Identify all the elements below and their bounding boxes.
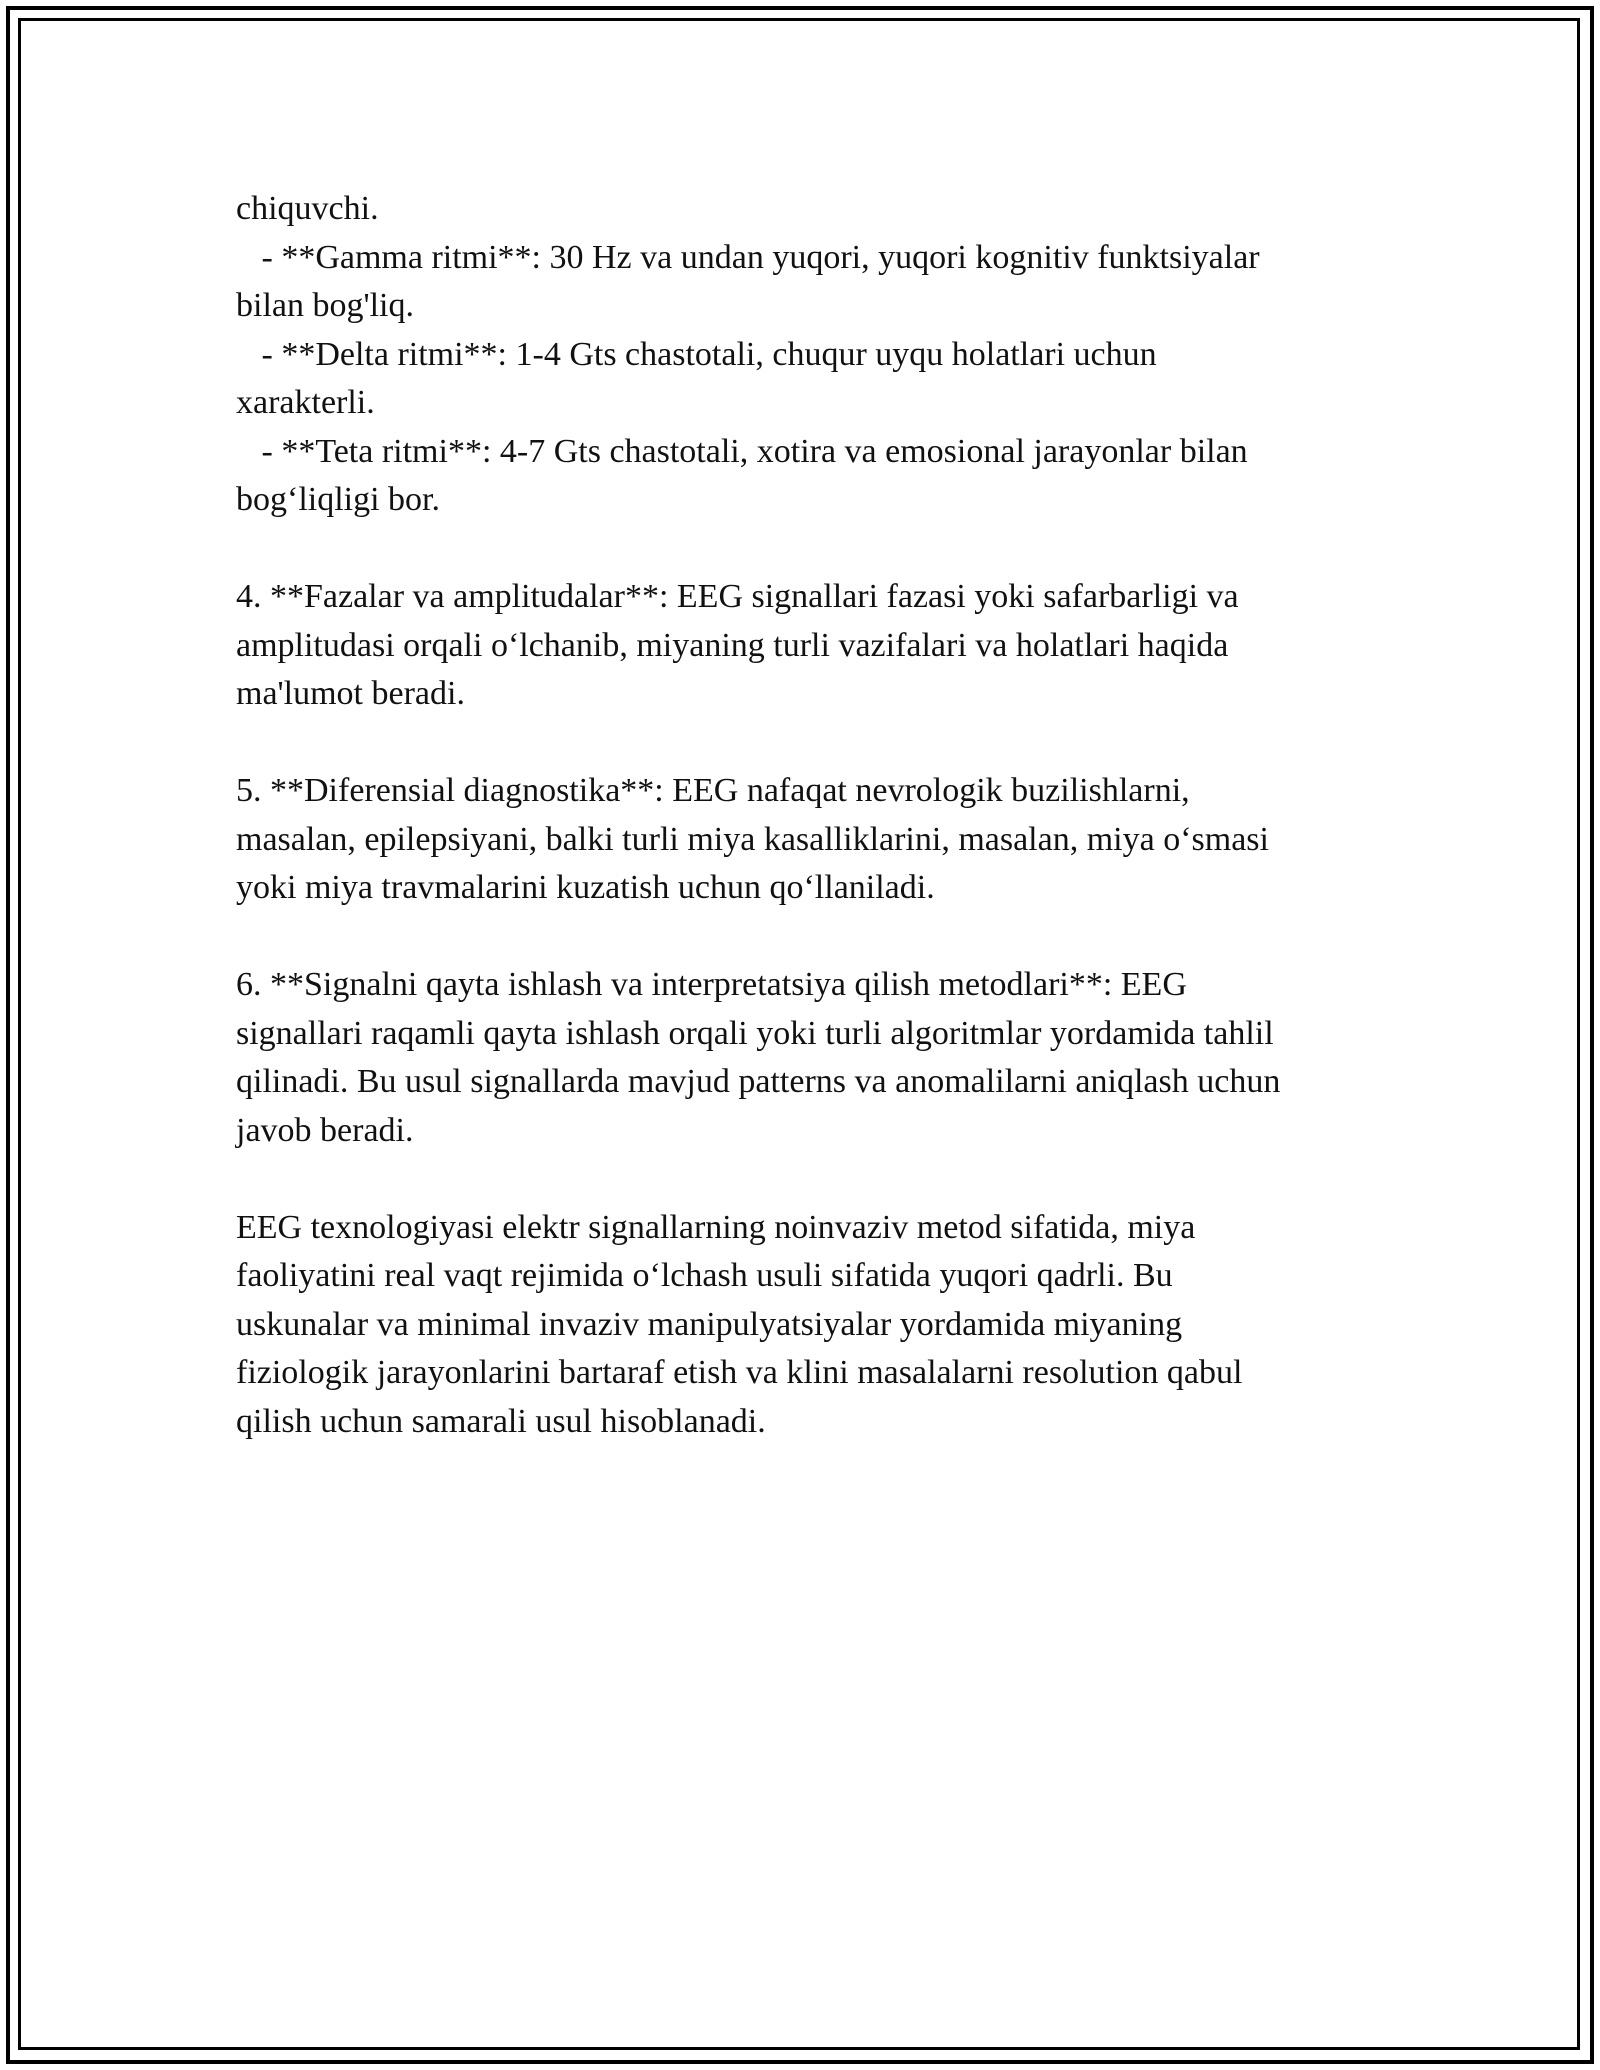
text-line: qilinadi. Bu usul signallarda mavjud patterns va anomalilarni aniqlash uchun: [236, 1063, 1281, 1100]
paragraph-gap: [236, 1155, 1396, 1204]
paragraph-gap: [236, 913, 1396, 962]
text-line: EEG texnologiyasi elektr signallarning noinvaziv metod sifatida, miya: [236, 1208, 1196, 1246]
teta-rhythm-item: [236, 428, 1396, 525]
text-line: ma'lumot beradi.: [236, 675, 465, 712]
text-line: - **Teta ritmi**: 4-7 Gts chastotali, xotira va emosional jarayonlar bilan: [236, 432, 1248, 470]
text-line: amplitudasi orqali o‘lchanib, miyaning turli vazifalari va holatlari haqida: [236, 626, 1229, 664]
text-line: javob beradi.: [236, 1111, 414, 1149]
text-line: 5. **Diferensial diagnostika**: EEG nafaqat nevrologik buzilishlarni,: [236, 772, 1190, 809]
text-line: masalan, epilepsiyani, balki turli miya kasalliklarini, masalan, miya o‘smasi: [236, 820, 1269, 858]
list-item-5-differential-diagnostics: [236, 767, 1396, 913]
text-line: - **Gamma ritmi**: 30 Hz va undan yuqori, yuqori kognitiv funktsiyalar: [236, 238, 1260, 276]
list-item-6-signal-processing: [236, 961, 1396, 1155]
conclusion-paragraph: [236, 1204, 1396, 1447]
text-line: signallari raqamli qayta ishlash orqali yoki turli algoritmlar yordamida tahlil: [236, 1014, 1274, 1052]
text-line: uskunalar va minimal invaziv manipulyatsiyalar yordamida miyaning: [236, 1305, 1183, 1343]
text-line: bog‘liqligi bor.: [236, 481, 440, 518]
text-line: faoliyatini real vaqt rejimida o‘lchash usuli sifatida yuqori qadrli. Bu: [236, 1257, 1173, 1294]
delta-rhythm-item: [236, 331, 1396, 428]
text-line: bilan bog'liq.: [236, 287, 415, 324]
text-line: - **Delta ritmi**: 1-4 Gts chastotali, chuqur uyqu holatlari uchun: [236, 335, 1157, 373]
list-item-4-phases-amplitudes: [236, 573, 1396, 719]
text-line: xarakterli.: [236, 384, 375, 421]
paragraph-gap: [236, 525, 1396, 574]
text-line: 6. **Signalni qayta ishlash va interpretatsiya qilish metodlari**: EEG: [236, 966, 1187, 1003]
text-line: qilish uchun samarali usul hisoblanadi.: [236, 1402, 766, 1440]
gamma-rhythm-item: [236, 234, 1396, 331]
text-line: yoki miya travmalarini kuzatish uchun qo‘llaniladi.: [236, 869, 935, 906]
paragraph-gap: [236, 719, 1396, 768]
text-line: fiziologik jarayonlarini bartaraf etish va klini masalalarni resolution qabul: [236, 1354, 1243, 1391]
text-line: 4. **Fazalar va amplitudalar**: EEG signallari fazasi yoki safarbarligi va: [236, 578, 1239, 615]
document-body: [236, 185, 1396, 1446]
continuation-line: chiquvchi.: [236, 190, 379, 227]
